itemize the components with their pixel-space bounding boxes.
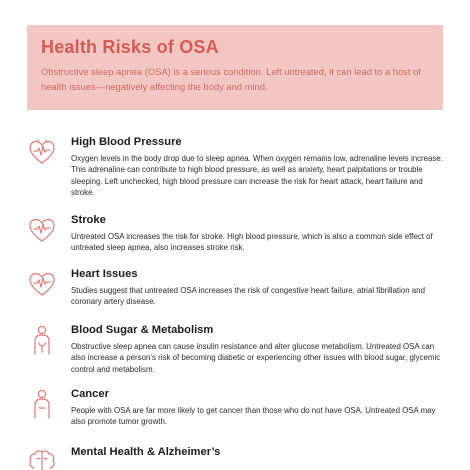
risk-item-blood-sugar xyxy=(26,324,446,388)
page-subtitle: Obstructive sleep apnea (OSA) is a serious condition. Left untreated, it can lead to a host of health issues—negatively affecting the body and mind. xyxy=(41,66,421,92)
brain-icon xyxy=(26,446,58,470)
risk-description: Obstructive sleep apnea can cause insulin resistance and alter glucose metabolism. Untreated OSA can also increase a person’s risk of becoming diabetic or experiencing other issues with blood sugar, glycemic control and metabolism. xyxy=(71,342,441,374)
risk-title: High Blood Pressure xyxy=(71,136,182,148)
risk-item-heart-issues xyxy=(26,268,446,324)
risk-item-stroke xyxy=(26,214,446,268)
heart-icon xyxy=(26,136,58,168)
heart-icon xyxy=(26,214,58,246)
risk-title: Blood Sugar & Metabolism xyxy=(71,324,214,336)
body-icon xyxy=(26,388,58,420)
risk-title: Stroke xyxy=(71,214,106,226)
risk-description: Oxygen levels in the body drop due to sleep apnea. When oxygen remains low, adrenaline levels increase. This adrenaline can contribute to high blood pressure, as well as anxiety, heart palpitations or trouble sleeping. Left unchecked, high blood pressure can increase the risk for heart attack, heart failure and stroke. xyxy=(71,154,443,197)
page-title: Health Risks of OSA xyxy=(41,37,219,57)
risk-item-mental-health xyxy=(26,446,446,470)
risk-description: Studies suggest that untreated OSA increases the risk of congestive heart failure, atrial fibrillation and coronary artery disease. xyxy=(71,286,425,307)
risk-title: Heart Issues xyxy=(71,268,138,280)
risk-title: Mental Health & Alzheimer’s xyxy=(71,446,221,458)
risk-item-high-blood-pressure xyxy=(26,136,446,214)
risk-description: Untreated OSA increases the risk for stroke. High blood pressure, which is also a common side effect of untreated sleep apnea, also increases stroke risk. xyxy=(71,232,433,253)
risk-description: People with OSA are far more likely to get cancer than those who do not have OSA. Untreated OSA may also promote tumor growth. xyxy=(71,406,436,427)
heart-icon xyxy=(26,268,58,300)
risk-item-cancer xyxy=(26,388,446,446)
risk-list xyxy=(26,136,446,470)
risk-title: Cancer xyxy=(71,388,109,400)
header-banner xyxy=(27,25,443,110)
body-icon xyxy=(26,324,58,356)
